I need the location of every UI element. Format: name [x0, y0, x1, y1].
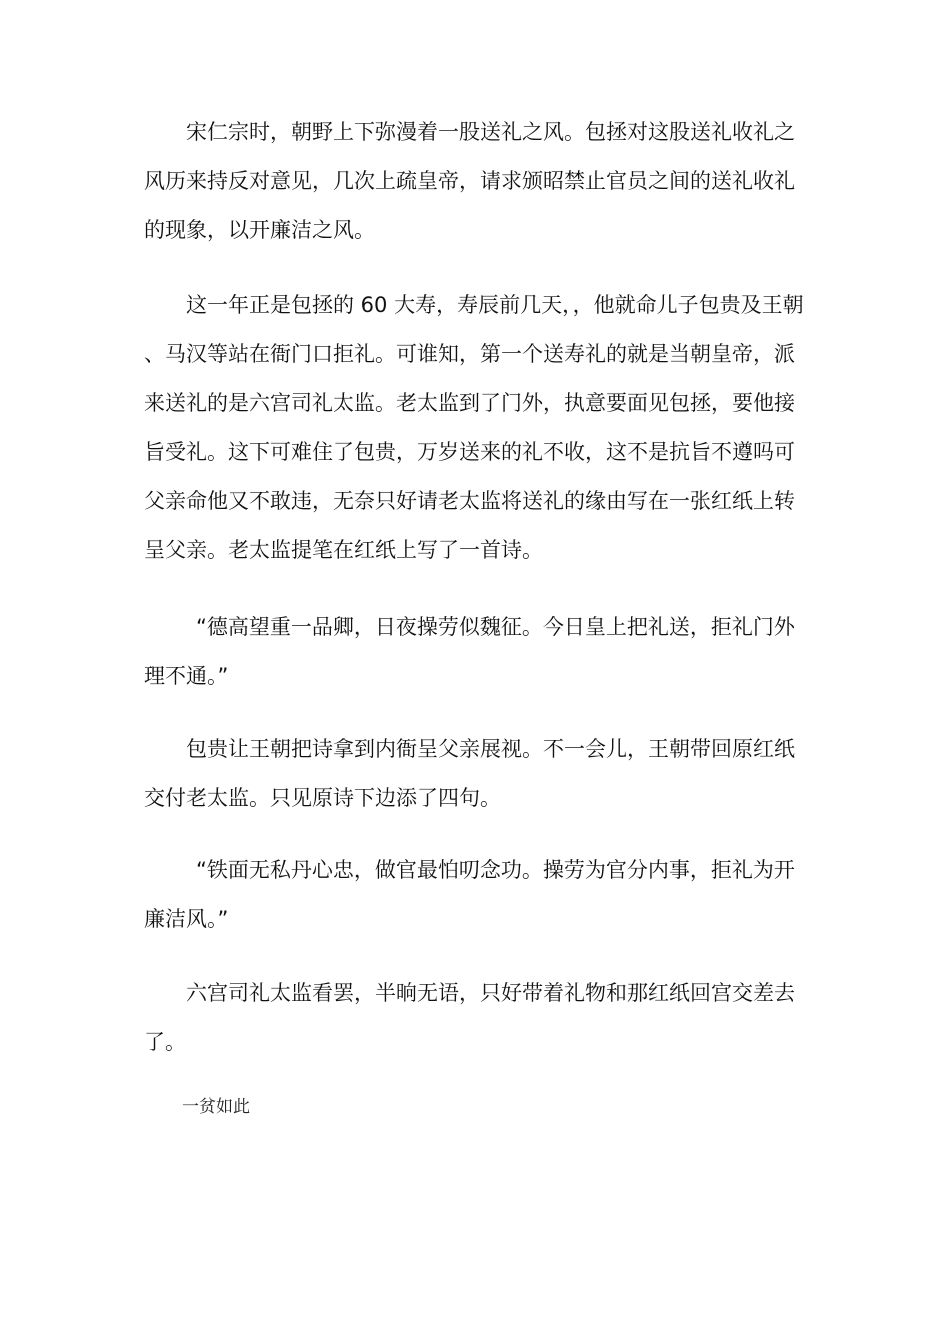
poem-quote-2: “铁面无私丹心忠，做官最怕叨念功。操劳为官分内事，拒礼为开廉洁风。” — [144, 858, 795, 931]
paragraph-1: 宋仁宗时，朝野上下弥漫着一股送礼之风。包拯对这股送礼收礼之风历来持反对意见，几次上疏皇帝，请求颁昭禁止官员之间的送礼收礼的现象，以开廉洁之风。 — [144, 120, 795, 242]
paragraph-3: 包贵让王朝把诗拿到内衙呈父亲展视。不一会儿，王朝带回原红纸交付老太监。只见原诗下边添了四句。 — [144, 737, 795, 810]
poem-quote-1: “德高望重一品卿，日夜操劳似魏征。今日皇上把礼送，拒礼门外理不通。” — [144, 615, 795, 688]
paragraph-2: 这一年正是包拯的 60 大寿，寿辰前几天，，他就命儿子包贵及王朝、马汉等站在衙门口拒礼。可谁知，第一个送寿礼的就是当朝皇帝，派来送礼的是六宫司礼太监。老太监到了门外，执意要面见包拯，要他接旨受礼。这下可难住了包贵，万岁送来的礼不收，这不是抗旨不遵吗可父亲命他又不敢违，无奈只好请老太监将送礼的缘由写在一张红纸上转呈父亲。老太监提笔在红纸上写了一首诗。 — [144, 293, 804, 562]
footer-note: 一贫如此 — [182, 1097, 250, 1117]
paragraph-4: 六宫司礼太监看罢，半晌无语，只好带着礼物和那红纸回宫交差去了。 — [144, 981, 795, 1054]
